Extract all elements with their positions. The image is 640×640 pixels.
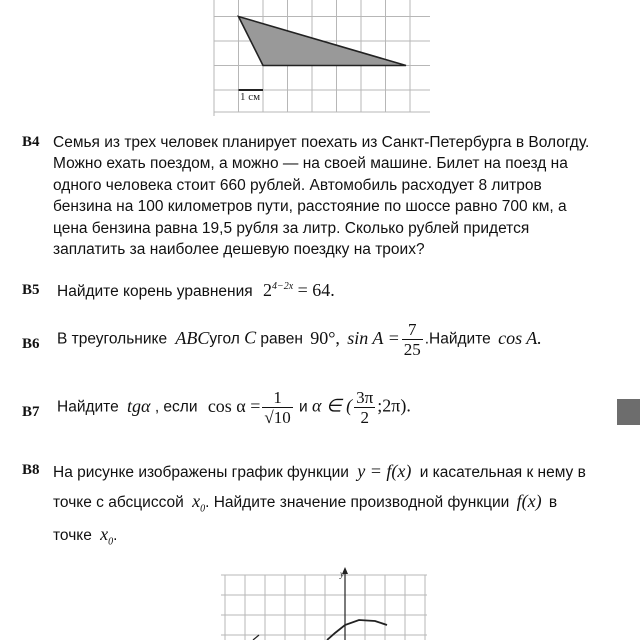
problem-b6-text <box>57 320 542 359</box>
problem-label-b7: B7 <box>22 404 40 420</box>
problem-b8-line-2 <box>53 491 557 515</box>
b7-alpha: α ∈ ( <box>312 395 353 416</box>
b5-rhs: = 64. <box>297 280 335 300</box>
problem-b5-text <box>57 280 335 301</box>
problem-label-b5: B5 <box>22 282 40 298</box>
b5-base: 2 <box>262 280 272 300</box>
function-graph <box>219 565 429 640</box>
problem-b8-line-3 <box>53 524 117 548</box>
b7-text: Найдите <box>57 398 119 416</box>
b8-x0: $x_0$ <box>100 524 114 548</box>
b8-text: точке с абсциссой <box>53 494 184 511</box>
y-axis-label: y <box>340 569 344 579</box>
problem-label-b8: B8 <box>22 462 40 478</box>
b8-text: в <box>548 494 558 511</box>
b4-line: одного человека стоит 660 рублей. Автомобиль расходует 8 литров <box>53 176 542 194</box>
b7-text: и <box>299 398 308 416</box>
b7-cos: cos α = <box>207 395 261 416</box>
scrollbar-thumb[interactable] <box>617 399 640 425</box>
b6-text: равен <box>260 330 303 348</box>
b8-text: и касательная к нему в <box>419 464 586 481</box>
b5-exponent: 4−2x <box>271 281 294 292</box>
b8-text: На рисунке изображены график функции <box>53 464 349 481</box>
b8-fx: f(x) <box>516 491 542 511</box>
b5-prompt: Найдите корень уравнения <box>57 283 253 300</box>
tangent-line <box>253 635 259 640</box>
b6-abc: ABC <box>175 327 210 348</box>
b7-fraction-1: $\frac{1}{√10}$ <box>264 388 291 427</box>
b6-text: .Найдите <box>424 330 491 348</box>
b6-c: C <box>244 327 257 348</box>
b7-fraction-2: $\frac{3\pi}{2}$ <box>356 388 374 427</box>
b8-function: y = f(x) <box>357 461 412 481</box>
b4-line: Семья из трех человек планирует поехать из Санкт-Петербурга в Вологду. <box>53 134 590 151</box>
b6-text: В треугольнике <box>57 330 168 348</box>
b6-sin: sin A = <box>347 327 400 348</box>
function-curve <box>327 620 387 640</box>
scale-label: 1 см <box>240 91 261 103</box>
b7-tg: tgα <box>127 395 151 416</box>
b5-equation <box>263 280 335 300</box>
b6-cos: cos A. <box>498 327 542 348</box>
b6-angle: 90°, <box>310 327 340 348</box>
b7-text: , если <box>154 398 198 416</box>
b6-fraction: $\frac{7}{25}$ <box>403 320 421 359</box>
b6-text: угол <box>209 330 240 348</box>
b4-line: заплатить за наиболее дешевую поездку на троих? <box>53 241 425 259</box>
b4-line: бензина на 100 километров пути, расстояние по шоссе равно 700 км, а <box>53 198 567 216</box>
b8-text: . Найдите значение производной функции <box>205 494 510 511</box>
b8-text: . <box>113 527 118 544</box>
b4-line: Можно ехать поездом, а можно — на своей машине. Билет на поезд на <box>53 155 568 173</box>
b4-line: цена бензина равна 19,5 рубля за литр. Сколько рублей придется <box>53 219 530 237</box>
problem-b8-line-1 <box>53 461 586 482</box>
problem-b7-text <box>57 388 411 427</box>
problem-b4-text <box>53 132 589 260</box>
b7-interval-end: ;2π). <box>377 395 411 416</box>
problem-label-b4: B4 <box>22 134 40 150</box>
problem-label-b6: B6 <box>22 336 40 352</box>
b8-x0: $x_0$ <box>192 491 206 515</box>
b8-text: точке <box>53 527 92 544</box>
